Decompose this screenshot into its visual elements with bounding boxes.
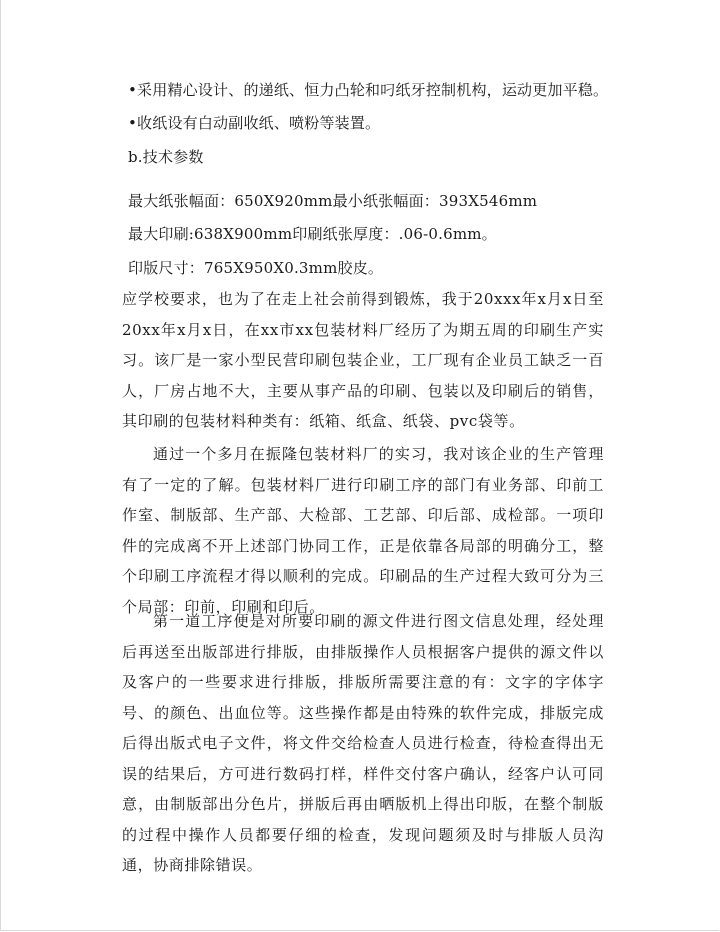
body-paragraph: 通过一个多月在振隆包装材料厂的实习，我对该企业的生产管理有了一定的了解。包装材料厂进行印刷工序的部门有业务部、印前工作室、制版部、生产部、大检部、工艺部、印后部、成检部。一项印件的完成离不开上述部门协同工作，正是依靠各局部的明确分工，整个印刷工序流程才得以顺利的完成。印刷品的生产过程大致可分为三个局部：印前，印刷和印后。 (122, 445, 604, 616)
body-paragraph: 第一道工序便是对所要印刷的源文件进行图文信息处理，经处理后再送至出版部进行排版，由排版操作人员根据客户提供的源文件以及客户的一些要求进行排版，排版所需要注意的有：文字的字体字号、的颜色、出血位等。这些操作都是由特殊的软件完成，排版完成后得出版式电子文件，将文件交给检查人员进行检查，待检查得出无误的结果后，方可进行数码打样，样件交付客户确认，经客户认可同意，由制版部出分色片，拼版后再由晒版机上得出印版，在整个制版的过程中操作人员都要仔细的检查，发现问题须及时与排版人员沟通，协商排除错误。 (122, 612, 604, 874)
bullet-item: •收纸设有白动副收纸、喷粉等装置。 (128, 114, 381, 132)
section-heading: b.技术参数 (128, 148, 204, 166)
body-paragraph: 应学校要求，也为了在走上社会前得到锻炼，我于20xxx年x月x日至20xx年x月x日，在xx市xx包装材料厂经历了为期五周的印刷生产实习。该厂是一家小型民营印刷包装企业，工厂现有企业员工缺乏一百人，厂房占地不大，主要从事产品的印刷、包装以及印刷后的销售，其印刷的包装材料种类有：纸箱、纸盒、纸袋、pvc袋等。 (122, 290, 604, 430)
spec-line: 印版尺寸：765X950X0.3mm胶皮。 (128, 259, 384, 277)
spec-line: 最大纸张幅面：650X920mm最小纸张幅面：393X546mm (128, 192, 538, 210)
bullet-item: •采用精心设计、的递纸、恒力凸轮和叼纸牙控制机构，运动更加平稳。 (128, 81, 609, 99)
spec-line: 最大印刷:638X900mm印刷纸张厚度：.06-0.6mm。 (128, 225, 497, 243)
